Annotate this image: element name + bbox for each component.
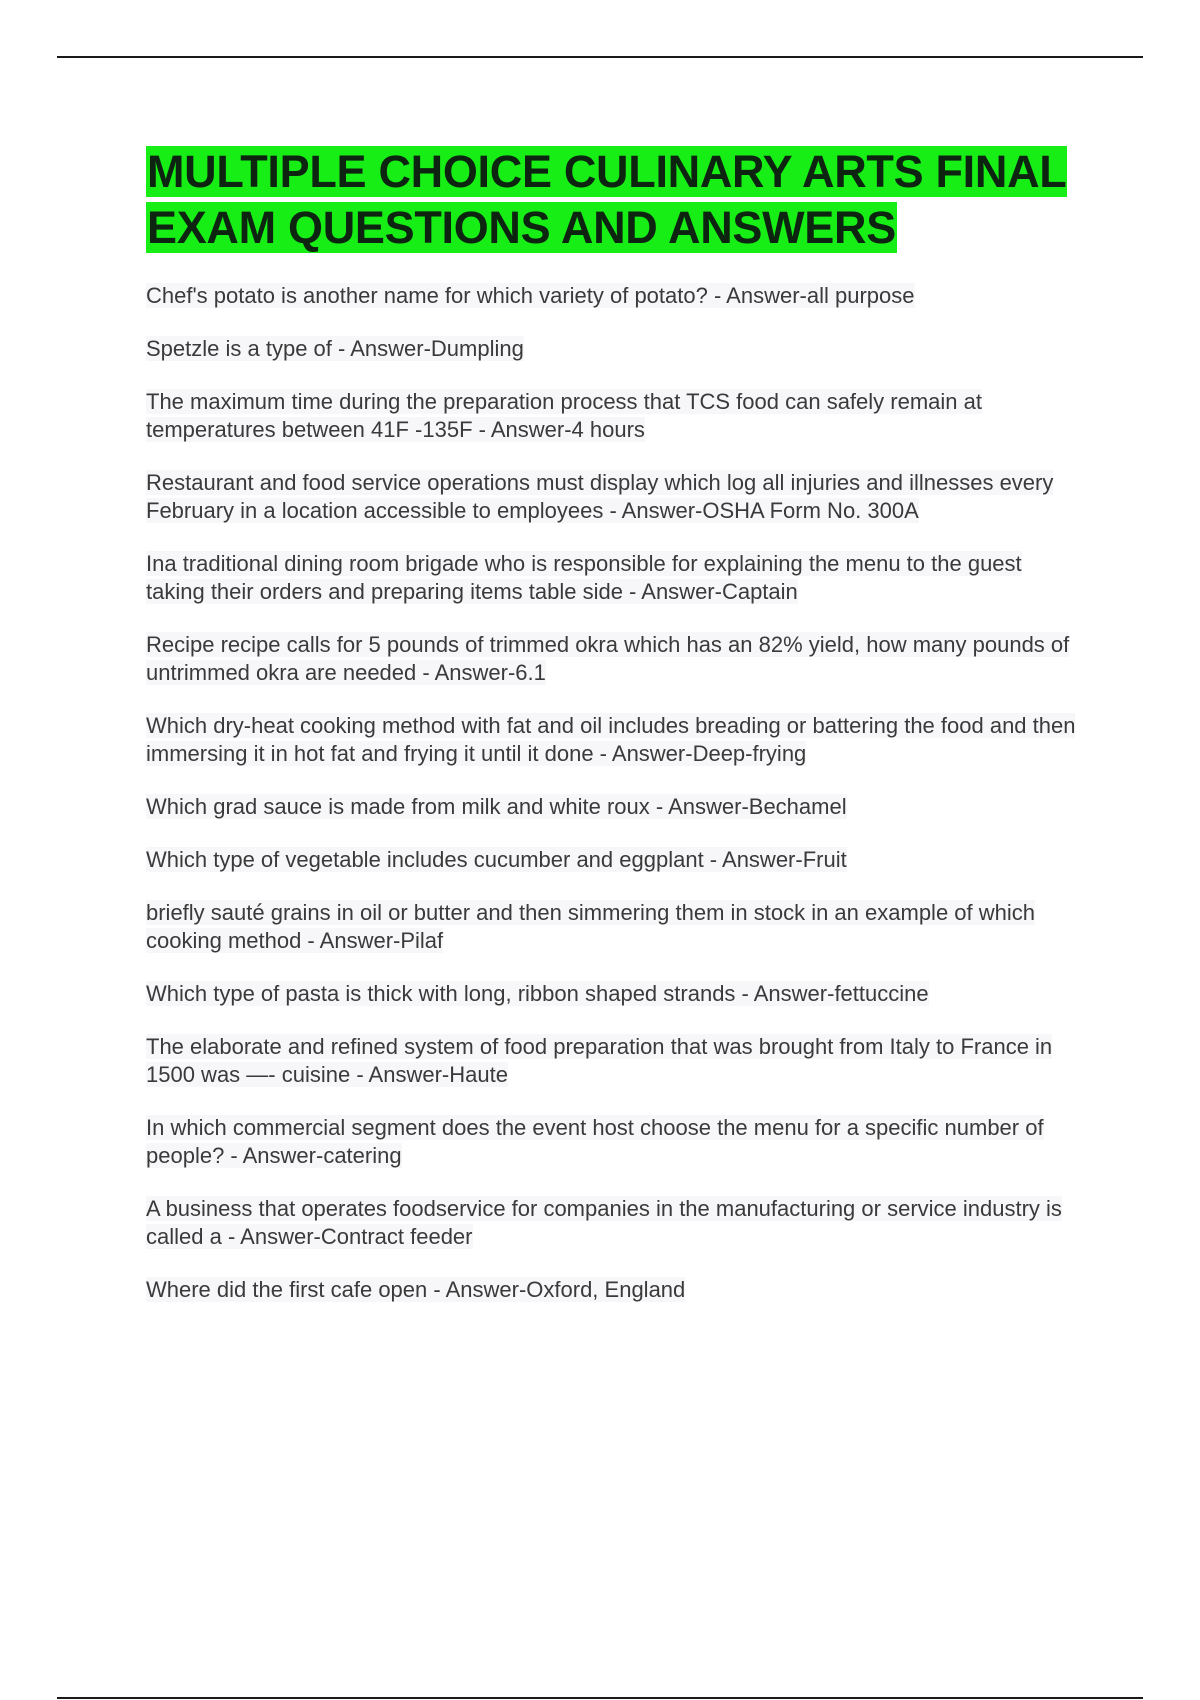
qa-item-text: Where did the first cafe open - Answer-Oxford, England	[146, 1277, 686, 1302]
qa-list	[146, 282, 1086, 1304]
qa-item	[146, 1195, 1086, 1251]
qa-item	[146, 631, 1086, 687]
qa-item-text: briefly sauté grains in oil or butter and then simmering them in stock in an example of which cooking method - Answer-Pilaf	[146, 900, 1035, 953]
qa-item-text: Which type of vegetable includes cucumber and eggplant - Answer-Fruit	[146, 847, 847, 872]
qa-item-text: Which grad sauce is made from milk and white roux - Answer-Bechamel	[146, 794, 847, 819]
document-body	[146, 144, 1086, 1329]
qa-item	[146, 899, 1086, 955]
qa-item	[146, 793, 1086, 821]
qa-item	[146, 469, 1086, 525]
qa-item-text: The maximum time during the preparation process that TCS food can safely remain at temperatures between 41F -135F - Answer-4 hours	[146, 389, 982, 442]
qa-item	[146, 1114, 1086, 1170]
qa-item	[146, 980, 1086, 1008]
qa-item-text: Which type of pasta is thick with long, ribbon shaped strands - Answer-fettuccine	[146, 981, 929, 1006]
qa-item-text: Restaurant and food service operations must display which log all injuries and illnesses every February in a location accessible to employees - Answer-OSHA Form No. 300A	[146, 470, 1054, 523]
qa-item-text: Spetzle is a type of - Answer-Dumpling	[146, 336, 524, 361]
qa-item-text: The elaborate and refined system of food preparation that was brought from Italy to France in 1500 was —- cuisine - Answer-Haute	[146, 1034, 1053, 1087]
qa-item-text: Which dry-heat cooking method with fat and oil includes breading or battering the food and then immersing it in hot fat and frying it until it done - Answer-Deep-frying	[146, 713, 1076, 766]
qa-item	[146, 712, 1086, 768]
qa-item-text: Ina traditional dining room brigade who is responsible for explaining the menu to the guest taking their orders and preparing items table side - Answer-Captain	[146, 551, 1022, 604]
title-highlight: MULTIPLE CHOICE CULINARY ARTS FINAL EXAM QUESTIONS AND ANSWERS	[147, 146, 1067, 253]
qa-item	[146, 550, 1086, 606]
qa-item	[146, 282, 1086, 310]
qa-item	[146, 1033, 1086, 1089]
top-rule	[57, 56, 1143, 58]
qa-item	[146, 846, 1086, 874]
qa-item	[146, 335, 1086, 363]
qa-item	[146, 1276, 1086, 1304]
qa-item-text: Chef's potato is another name for which variety of potato? - Answer-all purpose	[146, 283, 915, 308]
document-title	[146, 144, 1086, 256]
qa-item-text: In which commercial segment does the event host choose the menu for a specific number of people? - Answer-catering	[146, 1115, 1044, 1168]
qa-item-text: Recipe recipe calls for 5 pounds of trimmed okra which has an 82% yield, how many pounds of untrimmed okra are needed - Answer-6.1	[146, 632, 1070, 685]
qa-item	[146, 388, 1086, 444]
qa-item-text: A business that operates foodservice for companies in the manufacturing or service industry is called a - Answer-Contract feeder	[146, 1196, 1062, 1249]
bottom-rule	[57, 1697, 1143, 1699]
